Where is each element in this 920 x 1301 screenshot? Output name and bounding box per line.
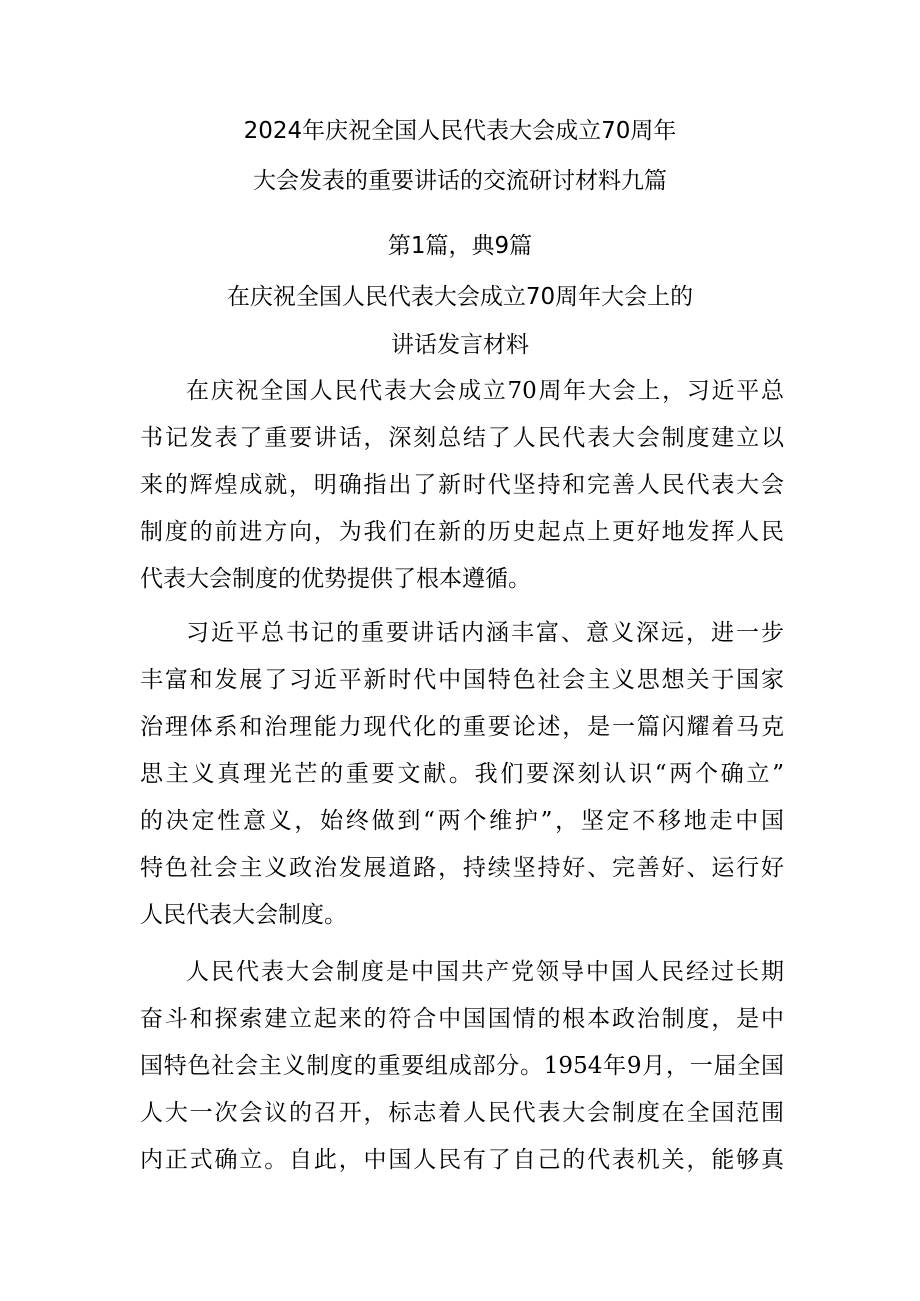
paragraph-line: 内正式确立。自此，中国人民有了自己的代表机关，能够真 bbox=[140, 1147, 784, 1173]
paragraph-line: 特色社会主义政治发展道路，持续坚持好、完善好、运行好 bbox=[140, 855, 784, 881]
paragraph-line: 人大一次会议的召开，标志着人民代表大会制度在全国范围 bbox=[140, 1100, 784, 1126]
paragraph-line: 制度的前进方向，为我们在新的历史起点上更好地发挥人民 bbox=[140, 519, 784, 545]
section-subtitle-line-2: 讲话发言材料 bbox=[391, 332, 529, 358]
section-label: 第1篇，典9篇 bbox=[387, 233, 533, 259]
paragraph-line: 习近平总书记的重要讲话内涵丰富、意义深远，进一步 bbox=[186, 620, 784, 646]
paragraph-line: 来的辉煌成就，明确指出了新时代坚持和完善人民代表大会 bbox=[140, 472, 784, 498]
paragraph-line: 的决定性意义，始终做到“两个维护”，坚定不移地走中国 bbox=[140, 808, 784, 834]
paragraph-line: 国特色社会主义制度的重要组成部分。1954年9月，一届全国 bbox=[140, 1053, 784, 1079]
paragraph-line: 思主义真理光芒的重要文献。我们要深刻认识“两个确立” bbox=[140, 761, 784, 787]
document-title-line-1: 2024年庆祝全国人民代表大会成立70周年 bbox=[243, 118, 677, 144]
paragraph-line: 治理体系和治理能力现代化的重要论述，是一篇闪耀着马克 bbox=[140, 714, 784, 740]
paragraph-line: 丰富和发展了习近平新时代中国特色社会主义思想关于国家 bbox=[140, 667, 784, 693]
paragraph-line: 人民代表大会制度是中国共产党领导中国人民经过长期 bbox=[186, 959, 784, 985]
paragraph-line: 代表大会制度的优势提供了根本遵循。 bbox=[140, 566, 531, 592]
document-title-line-2: 大会发表的重要讲话的交流研讨材料九篇 bbox=[253, 168, 667, 194]
paragraph-line: 人民代表大会制度。 bbox=[140, 902, 347, 928]
paragraph-line: 奋斗和探索建立起来的符合中国国情的根本政治制度，是中 bbox=[140, 1006, 784, 1032]
paragraph-line: 书记发表了重要讲话，深刻总结了人民代表大会制度建立以 bbox=[140, 425, 784, 451]
paragraph-line: 在庆祝全国人民代表大会成立70周年大会上，习近平总 bbox=[186, 378, 784, 404]
section-subtitle-line-1: 在庆祝全国人民代表大会成立70周年大会上的 bbox=[226, 284, 694, 310]
